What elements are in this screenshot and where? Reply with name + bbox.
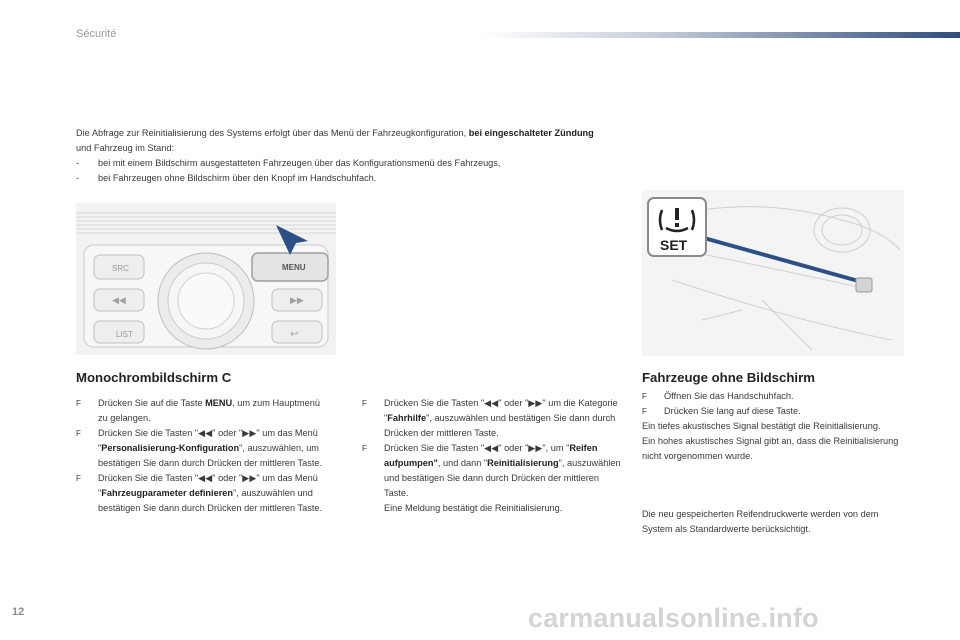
section-heading-no-screen: Fahrzeuge ohne Bildschirm bbox=[642, 370, 815, 385]
back-icon: ↩ bbox=[290, 329, 299, 340]
monochrome-steps bbox=[76, 396, 331, 516]
signal-info: Ein tiefes akustisches Signal bestätigt die Reinitialisierung. bbox=[642, 421, 881, 431]
intro-item: - bei Fahrzeugen ohne Bildschirm über den Knopf im Handschuhfach. bbox=[76, 173, 377, 183]
rewind-icon: ◀◀ bbox=[112, 295, 126, 305]
step-item: F Drücken Sie die Tasten "◀◀" oder "▶▶" um die Kategorie "Fahrhilfe", auszuwählen und bestätigen Sie dann durch Drücken der mittleren Taste. bbox=[362, 398, 618, 438]
list-label: LIST bbox=[116, 330, 133, 339]
no-screen-steps bbox=[642, 389, 904, 464]
monochrome-steps-continued bbox=[362, 396, 624, 516]
header-bar bbox=[480, 32, 960, 38]
step-item: F Drücken Sie die Tasten "◀◀" oder "▶▶" um das Menü "Personalisierung-Konfiguration", auszuwählen, um bestätigen Sie dann durch Drücken der mittleren Taste. bbox=[76, 428, 323, 468]
src-label: SRC bbox=[112, 264, 129, 273]
watermark: carmanualsonline.info bbox=[528, 603, 819, 633]
step-item: F Öffnen Sie das Handschuhfach. bbox=[642, 391, 794, 401]
intro-paragraph: Die Abfrage zur Reinitialisierung des Systems erfolgt über das Menü der Fahrzeugkonfiguration, bei eingeschalteter Zündung und Fahrzeug im Stand: bbox=[76, 128, 594, 153]
section-heading-monochrome: Monochrombildschirm C bbox=[76, 370, 232, 385]
set-label: SET bbox=[660, 237, 688, 253]
intro-item: - bei mit einem Bildschirm ausgestatteten Fahrzeugen über das Konfigurationsmenü des Fahrzeugs, bbox=[76, 158, 501, 168]
glovebox-illustration bbox=[642, 190, 904, 356]
signal-info: Ein hohes akustisches Signal gibt an, dass die Reinitialisierung nicht vorgenommen wurde. bbox=[642, 436, 899, 461]
confirmation-text: Eine Meldung bestätigt die Reinitialisierung. bbox=[384, 503, 563, 513]
step-item: F Drücken Sie lang auf diese Taste. bbox=[642, 406, 801, 416]
menu-label: MENU bbox=[282, 263, 306, 272]
step-item: F Drücken Sie auf die Taste MENU, um zum Hauptmenü zu gelangen. bbox=[76, 398, 320, 423]
page-number: 12 bbox=[12, 606, 25, 618]
step-item: F Drücken Sie die Tasten "◀◀" oder "▶▶" um das Menü "Fahrzeugparameter definieren", auszuwählen und bestätigen Sie dann durch Drücken der mittleren Taste. bbox=[76, 473, 323, 513]
defaults-note: Die neu gespeicherten Reifendruckwerte werden von dem System als Standardwerte berücksichtigt. bbox=[642, 509, 879, 534]
section-title: Sécurité bbox=[76, 28, 117, 40]
fast-forward-icon: ▶▶ bbox=[290, 295, 304, 305]
intro-text bbox=[76, 126, 596, 186]
step-item: F Drücken Sie die Tasten "◀◀" oder "▶▶", um "Reifen aufpumpen", und dann "Reinitialisierung", auszuwählen und bestätigen Sie dann durch Drücken der mittleren Taste. Eine Meldung bestätigt die Reinitialisierung. bbox=[362, 443, 621, 513]
radio-panel-illustration bbox=[76, 203, 336, 355]
